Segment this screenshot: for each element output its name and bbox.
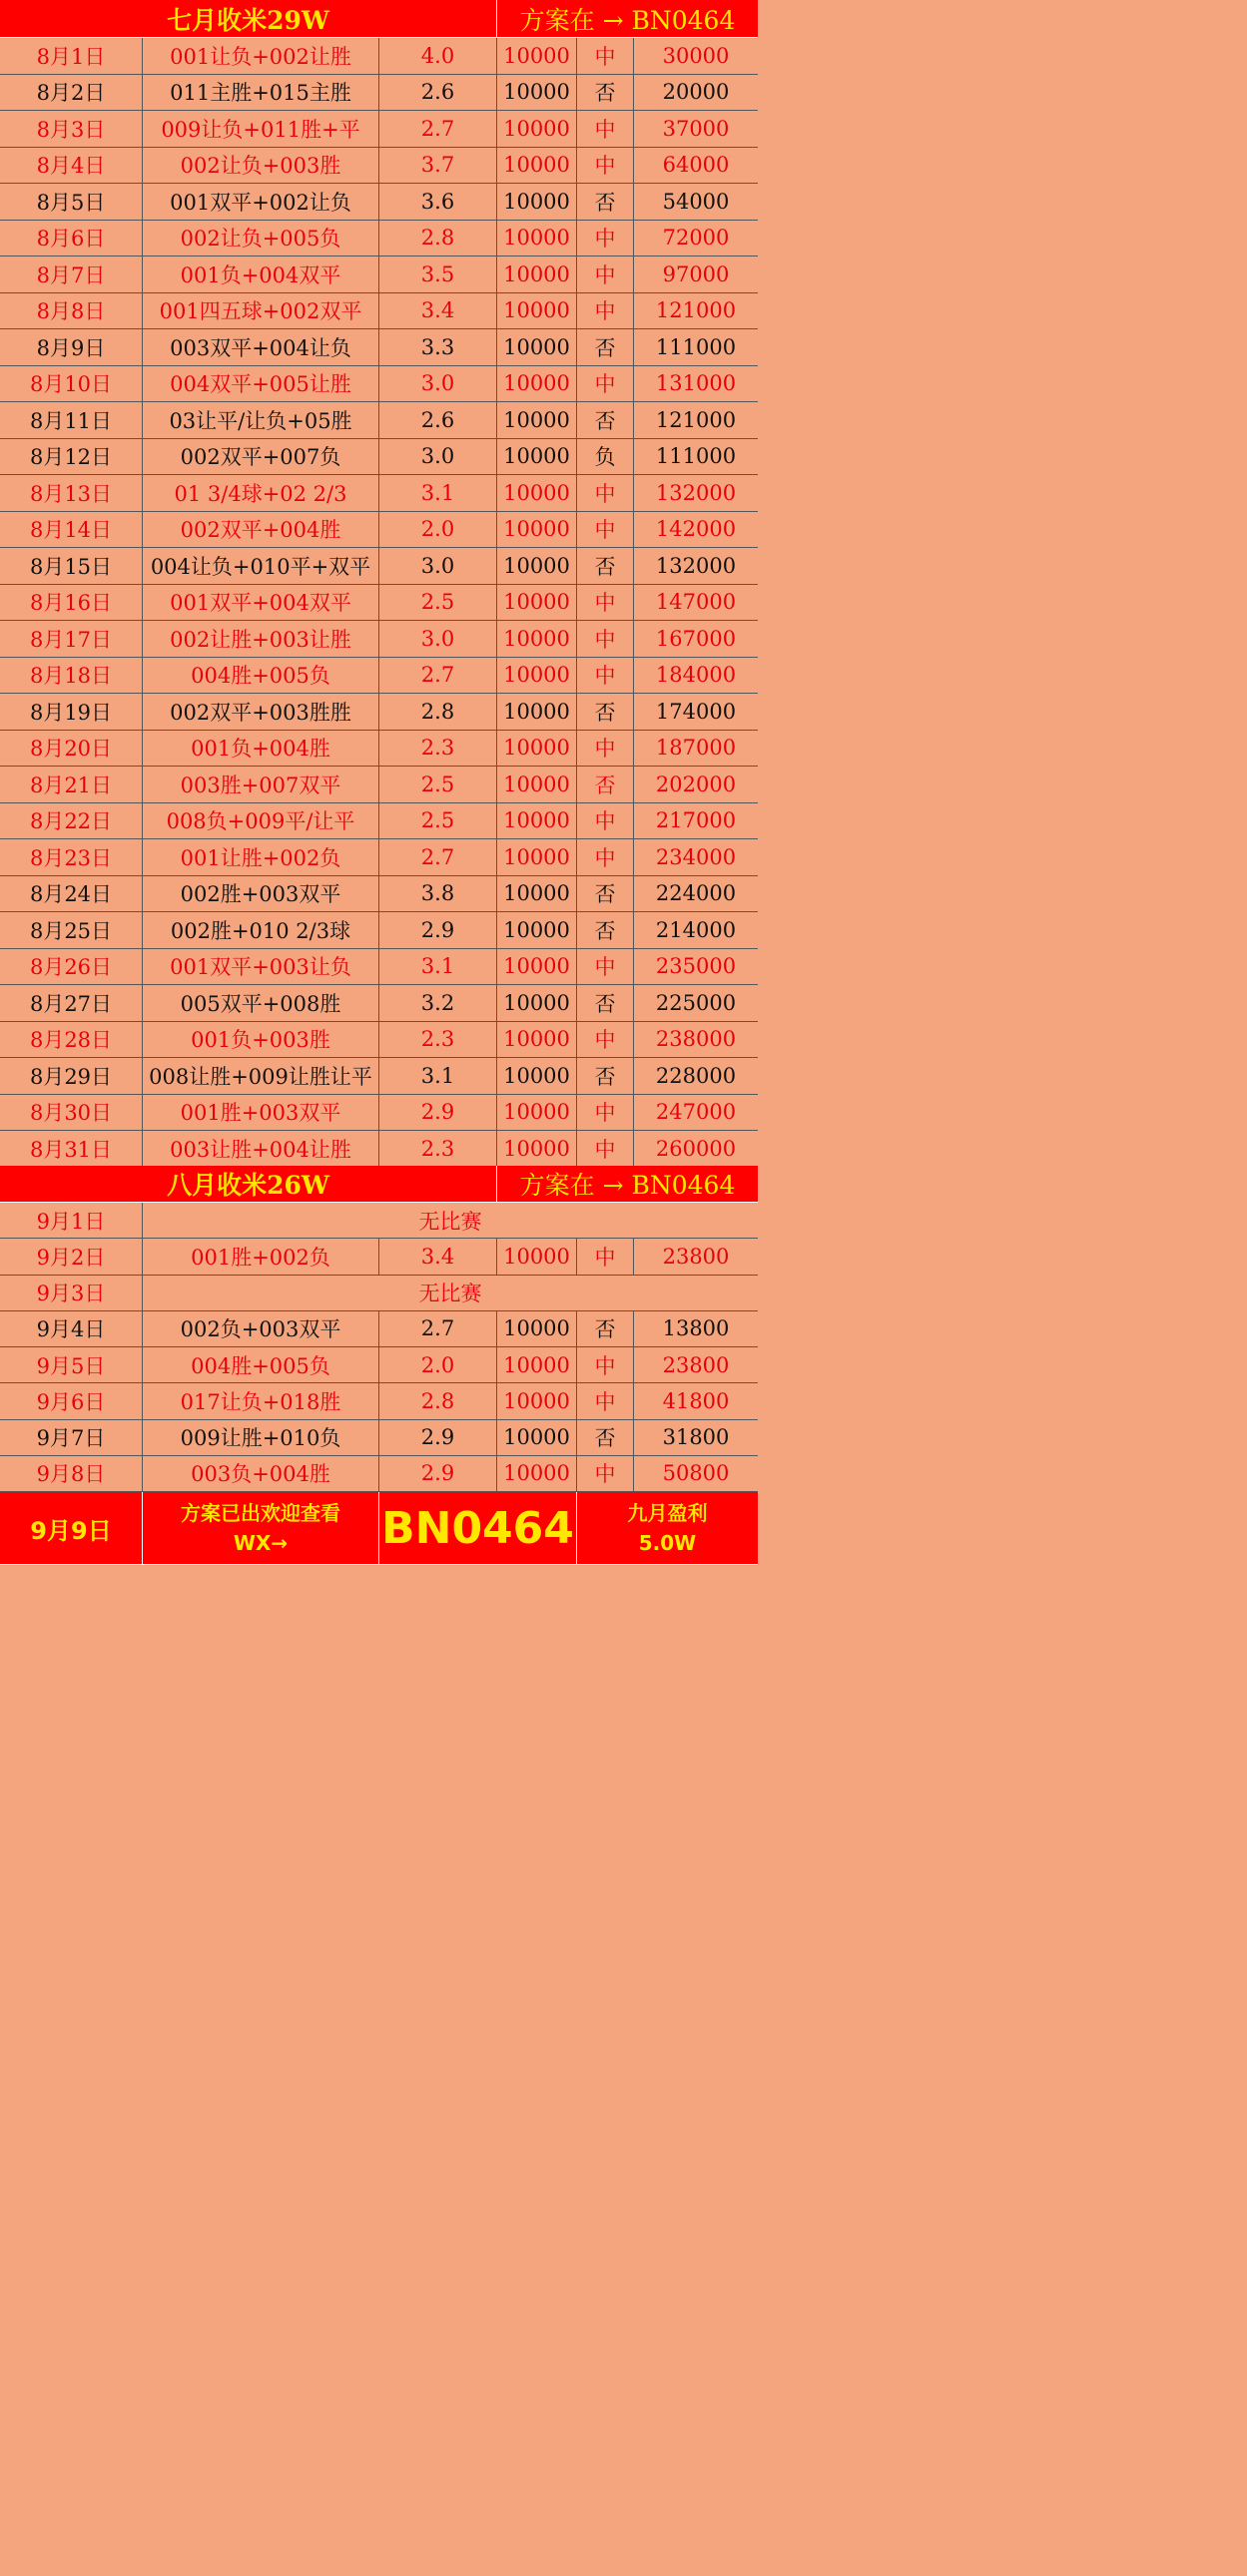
result-cell: 中: [577, 111, 634, 148]
date-cell: 9月7日: [0, 1420, 143, 1456]
total-cell: 234000: [634, 839, 758, 876]
odds-cell: 2.9: [379, 1456, 497, 1492]
result-cell: 否: [577, 767, 634, 803]
stake-cell: 10000: [497, 658, 577, 695]
results-table: [0, 0, 758, 1565]
table-row: [0, 1022, 758, 1059]
total-cell: 97000: [634, 257, 758, 293]
result-cell: 中: [577, 1095, 634, 1132]
table-row: [0, 75, 758, 112]
date-cell: 9月3日: [0, 1276, 143, 1311]
stake-cell: 10000: [497, 366, 577, 403]
result-cell: 中: [577, 1347, 634, 1383]
pick-cell: 004双平+005让胜: [143, 366, 379, 403]
total-cell: 260000: [634, 1131, 758, 1168]
total-cell: 174000: [634, 694, 758, 731]
date-cell: 8月20日: [0, 731, 143, 768]
stake-cell: 10000: [497, 1131, 577, 1168]
table-row: [0, 1311, 758, 1347]
table-row: [0, 1347, 758, 1383]
pick-cell: 003双平+004让负: [143, 329, 379, 366]
result-cell: 否: [577, 75, 634, 112]
odds-cell: 2.5: [379, 585, 497, 622]
table-row: [0, 111, 758, 148]
odds-cell: 2.7: [379, 111, 497, 148]
date-cell: 9月4日: [0, 1311, 143, 1347]
odds-cell: 2.7: [379, 658, 497, 695]
odds-cell: 3.4: [379, 1239, 497, 1275]
profit-value: 5.0W: [638, 1531, 697, 1555]
result-cell: 中: [577, 148, 634, 185]
total-cell: 214000: [634, 912, 758, 949]
pick-cell: 001负+003胜: [143, 1022, 379, 1059]
table-row: [0, 767, 758, 803]
odds-cell: 2.3: [379, 731, 497, 768]
total-cell: 30000: [634, 38, 758, 75]
result-cell: 中: [577, 38, 634, 75]
result-cell: 否: [577, 1311, 634, 1347]
pick-cell: 004让负+010平+双平: [143, 548, 379, 585]
total-cell: 167000: [634, 621, 758, 658]
date-cell: 9月8日: [0, 1456, 143, 1492]
odds-cell: 3.0: [379, 366, 497, 403]
date-cell: 8月18日: [0, 658, 143, 695]
footer-profit: [577, 1492, 758, 1565]
date-cell: 8月22日: [0, 803, 143, 840]
table-row: [0, 184, 758, 221]
odds-cell: 2.8: [379, 1383, 497, 1419]
date-cell: 8月1日: [0, 38, 143, 75]
stake-cell: 10000: [497, 257, 577, 293]
total-cell: 41800: [634, 1383, 758, 1419]
stake-cell: 10000: [497, 1383, 577, 1419]
result-cell: 中: [577, 1131, 634, 1168]
date-cell: 8月6日: [0, 221, 143, 258]
footer-message-line1: 方案已出欢迎查看: [181, 1501, 340, 1525]
date-cell: 8月4日: [0, 148, 143, 185]
total-cell: 23800: [634, 1239, 758, 1275]
table-row: [0, 329, 758, 366]
header-plan: 方案在 → BN0464: [497, 1166, 758, 1203]
stake-cell: 10000: [497, 585, 577, 622]
total-cell: 111000: [634, 439, 758, 476]
result-cell: 否: [577, 694, 634, 731]
table-row: [0, 694, 758, 731]
result-cell: 中: [577, 1456, 634, 1492]
footer-message: [143, 1492, 379, 1565]
stake-cell: 10000: [497, 512, 577, 549]
odds-cell: 3.0: [379, 548, 497, 585]
total-cell: 184000: [634, 658, 758, 695]
stake-cell: 10000: [497, 184, 577, 221]
total-cell: 131000: [634, 366, 758, 403]
total-cell: 121000: [634, 402, 758, 439]
table-row: [0, 912, 758, 949]
pick-cell: 001让负+002让胜: [143, 38, 379, 75]
table-row: [0, 548, 758, 585]
table-row: [0, 257, 758, 293]
odds-cell: 3.1: [379, 475, 497, 512]
date-cell: 8月12日: [0, 439, 143, 476]
odds-cell: 3.0: [379, 621, 497, 658]
total-cell: 111000: [634, 329, 758, 366]
table-row: [0, 475, 758, 512]
total-cell: 225000: [634, 985, 758, 1022]
odds-cell: 4.0: [379, 38, 497, 75]
pick-cell: 002让负+003胜: [143, 148, 379, 185]
date-cell: 8月3日: [0, 111, 143, 148]
pick-cell: 004胜+005负: [143, 1347, 379, 1383]
pick-cell: 001四五球+002双平: [143, 293, 379, 330]
table-row: [0, 402, 758, 439]
stake-cell: 10000: [497, 985, 577, 1022]
footer-message-line2: WX→: [233, 1531, 289, 1555]
stake-cell: 10000: [497, 75, 577, 112]
result-cell: 否: [577, 1058, 634, 1095]
total-cell: 238000: [634, 1022, 758, 1059]
total-cell: 50800: [634, 1456, 758, 1492]
stake-cell: 10000: [497, 148, 577, 185]
stake-cell: 10000: [497, 439, 577, 476]
stake-cell: 10000: [497, 111, 577, 148]
pick-cell: 002双平+007负: [143, 439, 379, 476]
odds-cell: 3.1: [379, 949, 497, 986]
odds-cell: 3.0: [379, 439, 497, 476]
table-row: [0, 1203, 758, 1239]
pick-cell: 004胜+005负: [143, 658, 379, 695]
result-cell: 中: [577, 1383, 634, 1419]
odds-cell: 2.9: [379, 1095, 497, 1132]
date-cell: 8月19日: [0, 694, 143, 731]
table-row: [0, 1420, 758, 1456]
total-cell: 142000: [634, 512, 758, 549]
date-cell: 8月23日: [0, 839, 143, 876]
result-cell: 中: [577, 731, 634, 768]
table-row: [0, 1383, 758, 1419]
stake-cell: 10000: [497, 548, 577, 585]
odds-cell: 3.2: [379, 985, 497, 1022]
table-row: [0, 949, 758, 986]
odds-cell: 3.1: [379, 1058, 497, 1095]
result-cell: 否: [577, 548, 634, 585]
date-cell: 8月26日: [0, 949, 143, 986]
pick-cell: 001负+004双平: [143, 257, 379, 293]
result-cell: 中: [577, 839, 634, 876]
pick-cell: 002胜+010 2/3球: [143, 912, 379, 949]
date-cell: 8月13日: [0, 475, 143, 512]
odds-cell: 2.3: [379, 1022, 497, 1059]
total-cell: 247000: [634, 1095, 758, 1132]
pick-cell: 008负+009平/让平: [143, 803, 379, 840]
total-cell: 132000: [634, 548, 758, 585]
total-cell: 64000: [634, 148, 758, 185]
date-cell: 8月24日: [0, 876, 143, 913]
odds-cell: 3.6: [379, 184, 497, 221]
result-cell: 中: [577, 1022, 634, 1059]
result-cell: 中: [577, 512, 634, 549]
date-cell: 8月5日: [0, 184, 143, 221]
total-cell: 147000: [634, 585, 758, 622]
result-cell: 中: [577, 803, 634, 840]
result-cell: 中: [577, 293, 634, 330]
date-cell: 9月5日: [0, 1347, 143, 1383]
result-cell: 中: [577, 366, 634, 403]
result-cell: 否: [577, 402, 634, 439]
stake-cell: 10000: [497, 293, 577, 330]
result-cell: 中: [577, 949, 634, 986]
pick-cell: 001双平+004双平: [143, 585, 379, 622]
table-row: [0, 985, 758, 1022]
date-cell: 8月9日: [0, 329, 143, 366]
odds-cell: 2.6: [379, 75, 497, 112]
result-cell: 否: [577, 985, 634, 1022]
footer: [0, 1492, 758, 1565]
stake-cell: 10000: [497, 1311, 577, 1347]
table-row: [0, 585, 758, 622]
pick-cell: 001让胜+002负: [143, 839, 379, 876]
pick-cell: 001双平+002让负: [143, 184, 379, 221]
date-cell: 8月28日: [0, 1022, 143, 1059]
result-cell: 否: [577, 1420, 634, 1456]
result-cell: 中: [577, 621, 634, 658]
pick-cell: 011主胜+015主胜: [143, 75, 379, 112]
total-cell: 23800: [634, 1347, 758, 1383]
stake-cell: 10000: [497, 767, 577, 803]
table-row: [0, 38, 758, 75]
stake-cell: 10000: [497, 949, 577, 986]
pick-cell: 002胜+003双平: [143, 876, 379, 913]
pick-cell: 002双平+003胜胜: [143, 694, 379, 731]
pick-cell: 009让负+011胜+平: [143, 111, 379, 148]
odds-cell: 3.3: [379, 329, 497, 366]
date-cell: 9月1日: [0, 1203, 143, 1239]
stake-cell: 10000: [497, 329, 577, 366]
footer-date: 9月9日: [0, 1492, 143, 1565]
odds-cell: 2.3: [379, 1131, 497, 1168]
date-cell: 8月10日: [0, 366, 143, 403]
header-title: 八月收米26W: [0, 1166, 497, 1203]
pick-cell: 01 3/4球+02 2/3: [143, 475, 379, 512]
pick-cell: 002负+003双平: [143, 1311, 379, 1347]
note-cell: 无比赛: [143, 1203, 758, 1239]
stake-cell: 10000: [497, 803, 577, 840]
header-plan: 方案在 → BN0464: [497, 0, 758, 38]
table-row: [0, 1239, 758, 1275]
pick-cell: 002让胜+003让胜: [143, 621, 379, 658]
stake-cell: 10000: [497, 475, 577, 512]
stake-cell: 10000: [497, 221, 577, 258]
result-cell: 否: [577, 912, 634, 949]
total-cell: 31800: [634, 1420, 758, 1456]
odds-cell: 2.8: [379, 221, 497, 258]
stake-cell: 10000: [497, 1239, 577, 1275]
odds-cell: 2.8: [379, 694, 497, 731]
odds-cell: 2.9: [379, 912, 497, 949]
date-cell: 8月14日: [0, 512, 143, 549]
date-cell: 9月2日: [0, 1239, 143, 1275]
date-cell: 8月21日: [0, 767, 143, 803]
date-cell: 8月30日: [0, 1095, 143, 1132]
total-cell: 224000: [634, 876, 758, 913]
odds-cell: 2.7: [379, 839, 497, 876]
table-row: [0, 293, 758, 330]
stake-cell: 10000: [497, 621, 577, 658]
stake-cell: 10000: [497, 694, 577, 731]
total-cell: 187000: [634, 731, 758, 768]
stake-cell: 10000: [497, 731, 577, 768]
footer-code: BN0464: [379, 1492, 577, 1565]
pick-cell: 009让胜+010负: [143, 1420, 379, 1456]
total-cell: 121000: [634, 293, 758, 330]
date-cell: 8月31日: [0, 1131, 143, 1168]
date-cell: 8月2日: [0, 75, 143, 112]
result-cell: 中: [577, 475, 634, 512]
pick-cell: 017让负+018胜: [143, 1383, 379, 1419]
stake-cell: 10000: [497, 1095, 577, 1132]
table-row: [0, 731, 758, 768]
table-row: [0, 1456, 758, 1492]
pick-cell: 008让胜+009让胜让平: [143, 1058, 379, 1095]
date-cell: 8月27日: [0, 985, 143, 1022]
header-title: 七月收米29W: [0, 0, 497, 38]
result-cell: 否: [577, 184, 634, 221]
result-cell: 中: [577, 1239, 634, 1275]
pick-cell: 001负+004胜: [143, 731, 379, 768]
stake-cell: 10000: [497, 876, 577, 913]
total-cell: 54000: [634, 184, 758, 221]
profit-label: 九月盈利: [627, 1501, 708, 1525]
date-cell: 8月25日: [0, 912, 143, 949]
odds-cell: 2.7: [379, 1311, 497, 1347]
note-cell: 无比赛: [143, 1276, 758, 1311]
pick-cell: 003负+004胜: [143, 1456, 379, 1492]
table-row: [0, 658, 758, 695]
stake-cell: 10000: [497, 402, 577, 439]
header-august: [0, 1166, 758, 1203]
stake-cell: 10000: [497, 1456, 577, 1492]
result-cell: 中: [577, 585, 634, 622]
pick-cell: 003让胜+004让胜: [143, 1131, 379, 1168]
date-cell: 8月29日: [0, 1058, 143, 1095]
total-cell: 217000: [634, 803, 758, 840]
odds-cell: 3.4: [379, 293, 497, 330]
odds-cell: 3.7: [379, 148, 497, 185]
stake-cell: 10000: [497, 1058, 577, 1095]
odds-cell: 2.0: [379, 1347, 497, 1383]
result-cell: 中: [577, 658, 634, 695]
table-row: [0, 221, 758, 258]
pick-cell: 001胜+002负: [143, 1239, 379, 1275]
pick-cell: 003胜+007双平: [143, 767, 379, 803]
table-row: [0, 839, 758, 876]
date-cell: 8月15日: [0, 548, 143, 585]
date-cell: 9月6日: [0, 1383, 143, 1419]
total-cell: 37000: [634, 111, 758, 148]
pick-cell: 005双平+008胜: [143, 985, 379, 1022]
table-row: [0, 1095, 758, 1132]
stake-cell: 10000: [497, 38, 577, 75]
odds-cell: 2.5: [379, 803, 497, 840]
result-cell: 中: [577, 257, 634, 293]
result-cell: 否: [577, 329, 634, 366]
pick-cell: 001胜+003双平: [143, 1095, 379, 1132]
table-row: [0, 1276, 758, 1311]
pick-cell: 002让负+005负: [143, 221, 379, 258]
table-row: [0, 1058, 758, 1095]
stake-cell: 10000: [497, 1420, 577, 1456]
result-cell: 否: [577, 876, 634, 913]
table-row: [0, 803, 758, 840]
pick-cell: 002双平+004胜: [143, 512, 379, 549]
stake-cell: 10000: [497, 1347, 577, 1383]
stake-cell: 10000: [497, 839, 577, 876]
table-row: [0, 366, 758, 403]
total-cell: 235000: [634, 949, 758, 986]
total-cell: 228000: [634, 1058, 758, 1095]
table-row: [0, 1131, 758, 1168]
result-cell: 负: [577, 439, 634, 476]
total-cell: 13800: [634, 1311, 758, 1347]
odds-cell: 2.5: [379, 767, 497, 803]
result-cell: 中: [577, 221, 634, 258]
odds-cell: 2.0: [379, 512, 497, 549]
date-cell: 8月16日: [0, 585, 143, 622]
date-cell: 8月17日: [0, 621, 143, 658]
stake-cell: 10000: [497, 1022, 577, 1059]
odds-cell: 2.6: [379, 402, 497, 439]
table-row: [0, 876, 758, 913]
table-row: [0, 512, 758, 549]
date-cell: 8月11日: [0, 402, 143, 439]
total-cell: 202000: [634, 767, 758, 803]
odds-cell: 3.8: [379, 876, 497, 913]
total-cell: 72000: [634, 221, 758, 258]
total-cell: 132000: [634, 475, 758, 512]
total-cell: 20000: [634, 75, 758, 112]
pick-cell: 001双平+003让负: [143, 949, 379, 986]
table-row: [0, 148, 758, 185]
date-cell: 8月7日: [0, 257, 143, 293]
date-cell: 8月8日: [0, 293, 143, 330]
pick-cell: 03让平/让负+05胜: [143, 402, 379, 439]
table-row: [0, 439, 758, 476]
header-july: [0, 0, 758, 38]
odds-cell: 2.9: [379, 1420, 497, 1456]
stake-cell: 10000: [497, 912, 577, 949]
table-row: [0, 621, 758, 658]
odds-cell: 3.5: [379, 257, 497, 293]
